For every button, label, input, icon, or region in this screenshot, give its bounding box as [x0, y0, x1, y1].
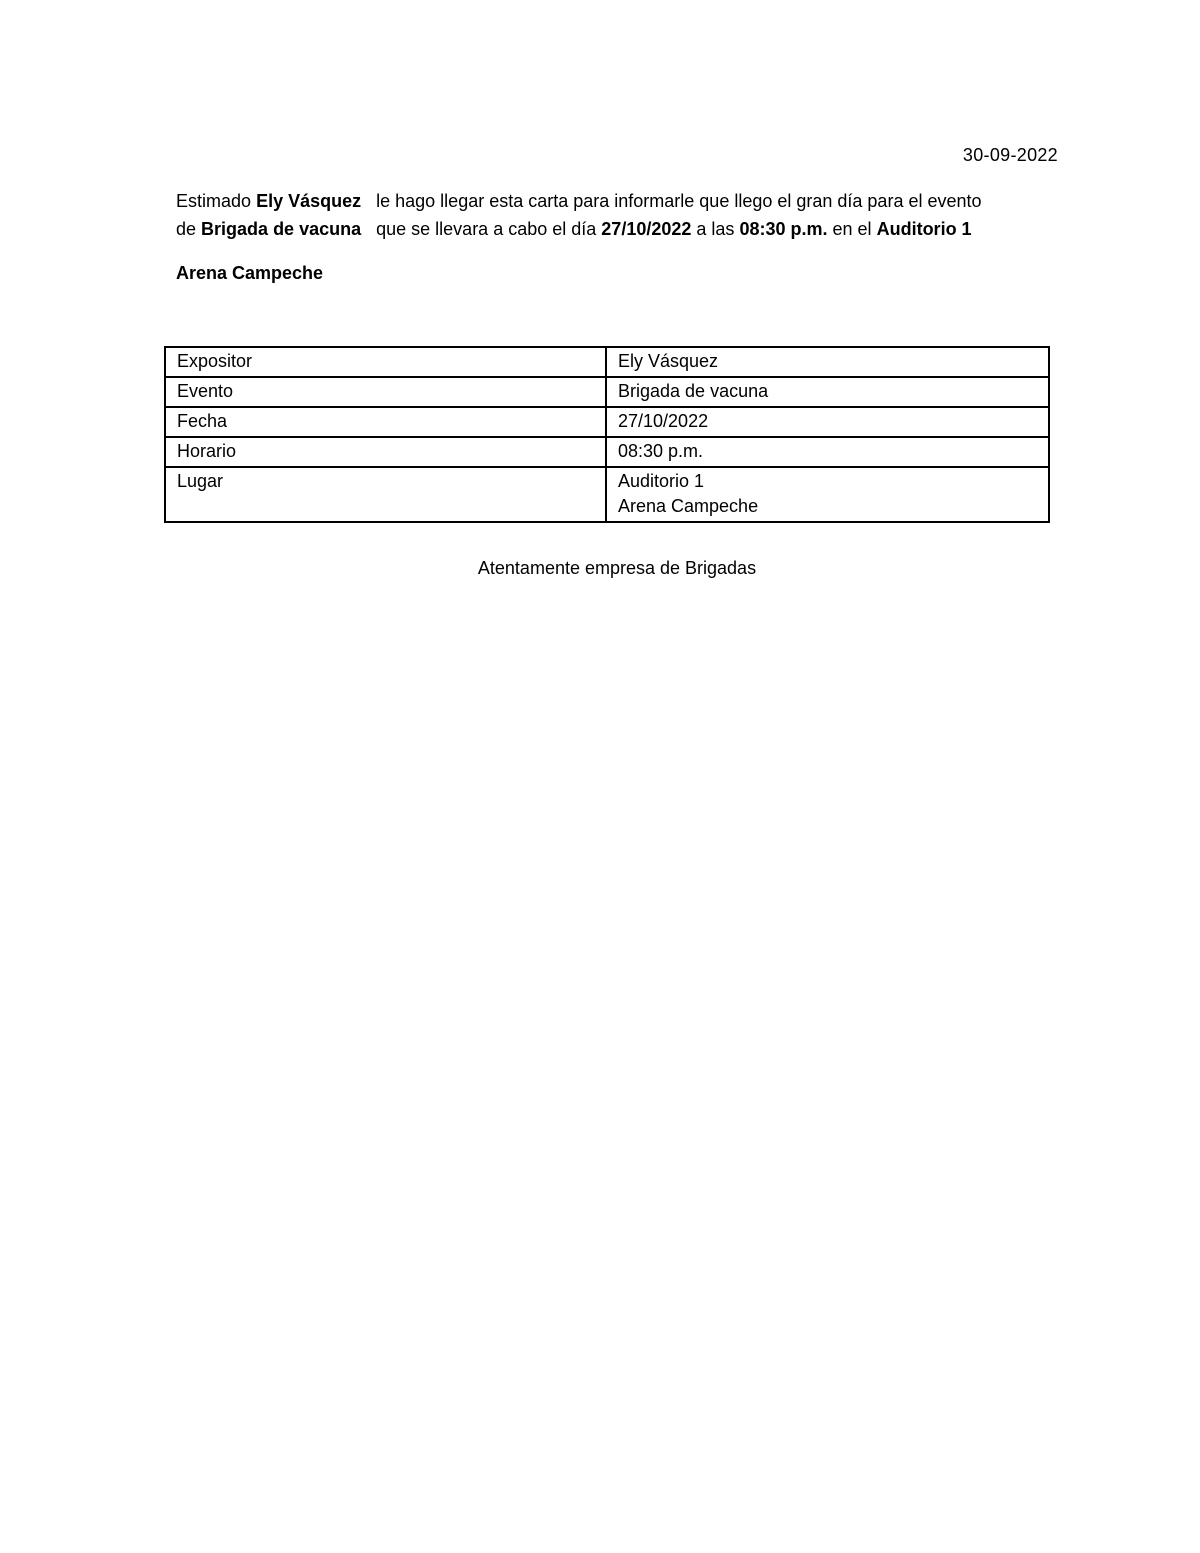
greeting-text: Estimado [176, 191, 252, 211]
table-cell-value-line: Brigada de vacuna [618, 381, 769, 401]
table-cell-value-line: Ely Vásquez [618, 351, 719, 371]
letter-line-2 [176, 215, 1056, 243]
body-text-4: en el [832, 219, 872, 239]
table-cell-value-line: 27/10/2022 [618, 411, 709, 431]
closing-text: Atentamente empresa de Brigadas [477, 558, 757, 578]
table-cell-label: Evento [165, 377, 606, 407]
table-cell-label: Lugar [165, 467, 606, 522]
table-cell-value [606, 377, 1049, 407]
table-cell-value-line: Auditorio 1 [618, 471, 705, 491]
table-row [165, 407, 1049, 437]
table-row [165, 377, 1049, 407]
event-date: 27/10/2022 [601, 219, 692, 239]
table-row [165, 467, 1049, 522]
table-cell-label: Expositor [165, 347, 606, 377]
prefix-text: de [176, 219, 197, 239]
letter-line-1 [176, 187, 1056, 215]
body-text-2: que se llevara a cabo el día [376, 219, 597, 239]
table-cell-value [606, 437, 1049, 467]
recipient-name: Ely Vásquez [256, 191, 362, 211]
table-cell-label: Fecha [165, 407, 606, 437]
table-cell-value-line: 08:30 p.m. [618, 441, 704, 461]
body-text-3: a las [696, 219, 735, 239]
letter-date: 30-09-2022 [962, 145, 1058, 165]
table-row [165, 437, 1049, 467]
event-details-table-body [165, 347, 1049, 522]
event-details-table [164, 346, 1050, 523]
letter-line-3 [176, 259, 1056, 287]
event-name: Brigada de vacuna [201, 219, 362, 239]
venue-part-1: Auditorio 1 [876, 219, 972, 239]
table-cell-value-line: Arena Campeche [618, 496, 759, 516]
event-time: 08:30 p.m. [739, 219, 828, 239]
table-row [165, 347, 1049, 377]
letter-body [176, 187, 1056, 287]
table-cell-value [606, 347, 1049, 377]
body-text-1: le hago llegar esta carta para informarle que llego el gran día para el evento [376, 191, 982, 211]
table-cell-value [606, 407, 1049, 437]
table-cell-value [606, 467, 1049, 522]
venue-part-2: Arena Campeche [176, 263, 324, 283]
table-cell-label: Horario [165, 437, 606, 467]
